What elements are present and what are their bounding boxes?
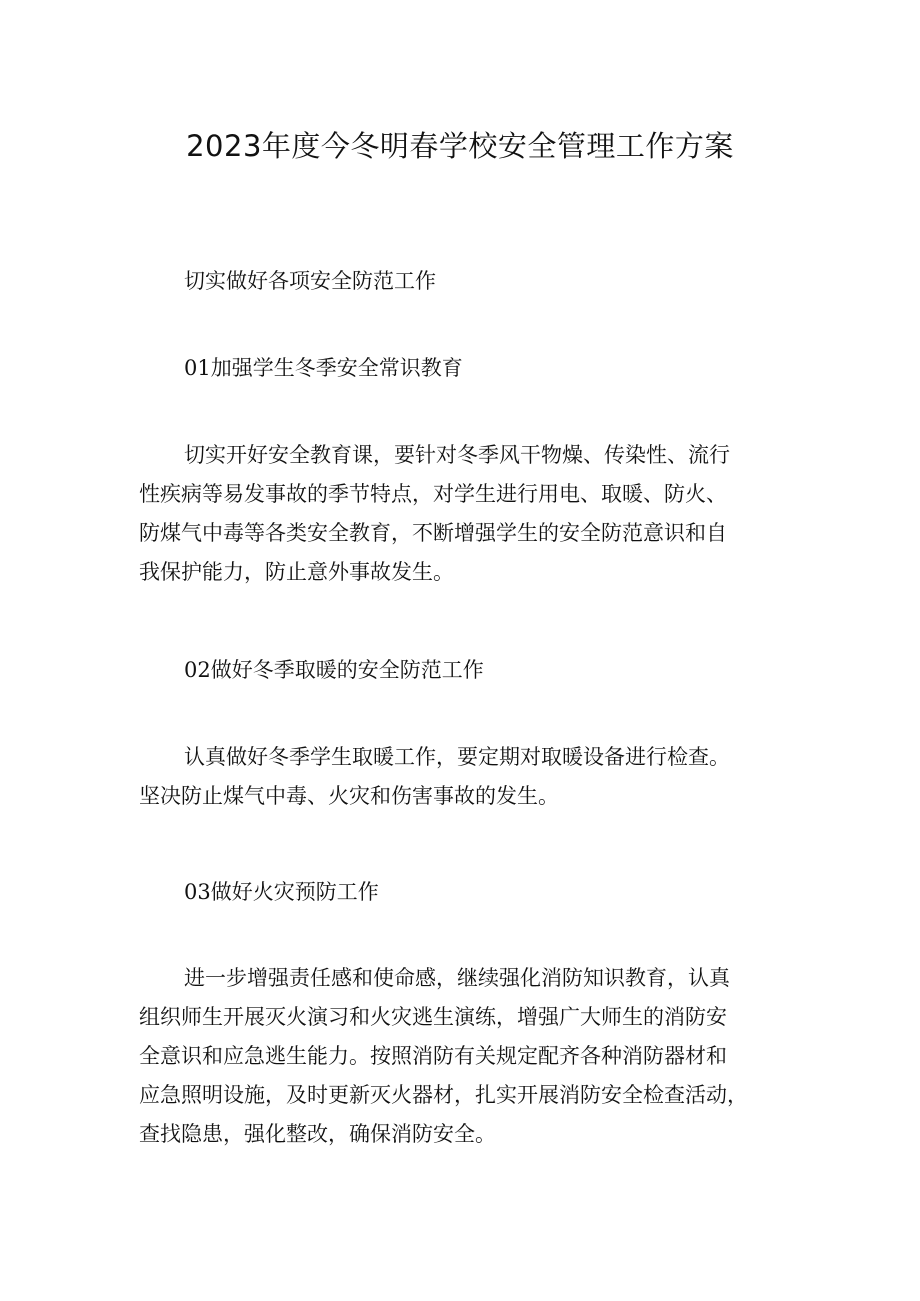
paragraph-line: 全意识和应急逃生能力。按照消防有关规定配齐各种消防器材和 <box>139 1044 727 1068</box>
section-paragraph-02 <box>139 738 801 816</box>
section-heading-01: 01加强学生冬季安全常识教育 <box>184 356 463 380</box>
paragraph-line: 查找隐患，强化整改，确保消防安全。 <box>139 1122 496 1146</box>
paragraph-line: 组织师生开展灭火演习和火灾逃生演练，增强广大师生的消防安 <box>139 1005 727 1029</box>
section-paragraph-01 <box>139 436 801 592</box>
paragraph-line: 防煤气中毒等各类安全教育，不断增强学生的安全防范意识和自 <box>139 521 727 545</box>
paragraph-line: 进一步增强责任感和使命感，继续强化消防知识教育，认真 <box>184 966 730 990</box>
paragraph-line: 认真做好冬季学生取暖工作，要定期对取暖设备进行检查。 <box>184 745 730 769</box>
paragraph-line: 坚决防止煤气中毒、火灾和伤害事故的发生。 <box>139 784 559 808</box>
section-paragraph-03 <box>139 959 801 1154</box>
paragraph-line: 我保护能力，防止意外事故发生。 <box>139 560 454 584</box>
paragraph-line: 切实开好安全教育课，要针对冬季风干物燥、传染性、流行 <box>184 443 730 467</box>
section-heading-03: 03做好火灾预防工作 <box>184 880 379 904</box>
paragraph-line: 应急照明设施，及时更新灭火器材，扎实开展消防安全检查活动， <box>139 1083 748 1107</box>
section-heading-02: 02做好冬季取暖的安全防范工作 <box>184 658 484 682</box>
paragraph-line: 性疾病等易发事故的季节特点，对学生进行用电、取暖、防火、 <box>139 482 727 506</box>
document-title: 2023年度今冬明春学校安全管理工作方案 <box>186 129 734 163</box>
intro-heading: 切实做好各项安全防范工作 <box>184 269 436 293</box>
